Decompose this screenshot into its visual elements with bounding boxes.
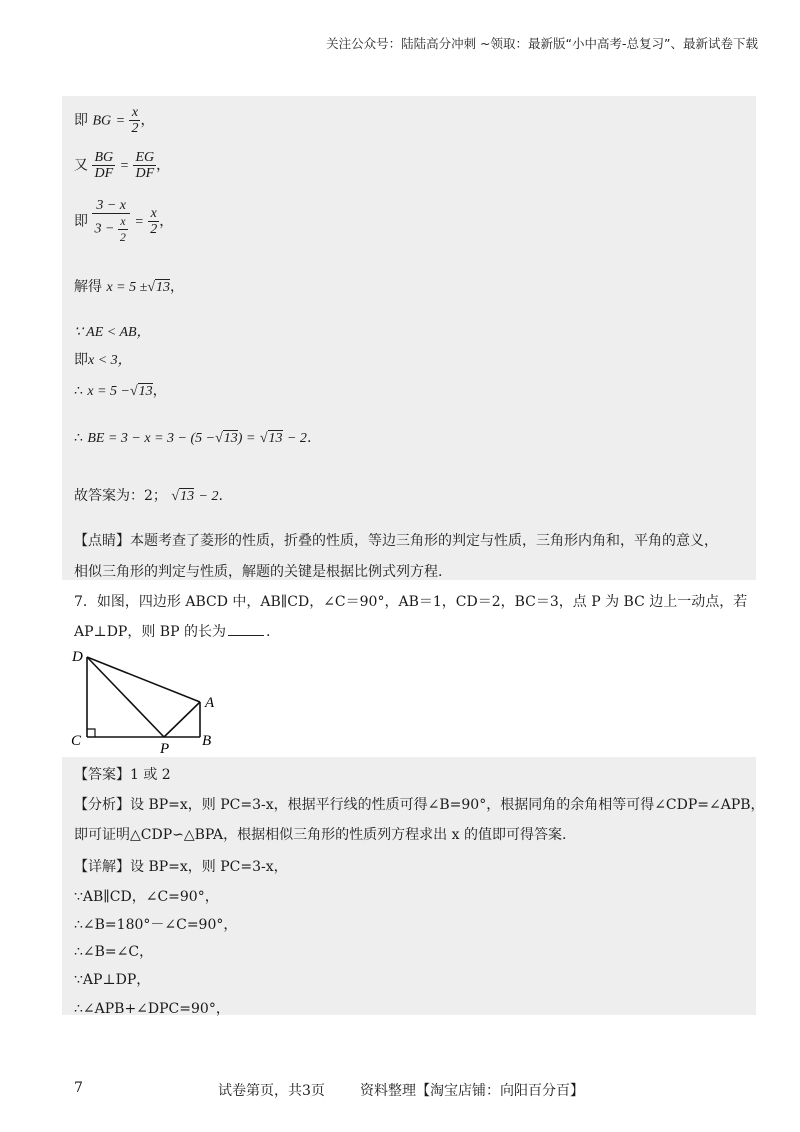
- label-C: C: [71, 733, 82, 749]
- line-prefix: ∴: [74, 430, 83, 446]
- line-prefix: 即: [74, 112, 88, 129]
- segment-PA: [164, 702, 200, 737]
- radicand: 13: [180, 489, 195, 504]
- radicand: 13: [268, 431, 283, 446]
- sqrt-symbol: √: [259, 431, 268, 446]
- label-A: A: [205, 695, 215, 711]
- detail-line-0: 【详解】设 BP=x，则 PC=3-x，: [74, 859, 288, 875]
- fraction: $\frac{x}{2}$: [150, 206, 158, 237]
- page-counter: 试卷第页，共3页: [218, 1083, 325, 1099]
- sqrt-symbol: √: [171, 489, 180, 504]
- fraction: $\frac{BG}{DF}$: [94, 150, 114, 181]
- line-prefix: 即: [74, 213, 88, 230]
- page-number: 7: [74, 1080, 83, 1096]
- detail-line-3: ∴∠B=∠C，: [74, 944, 154, 960]
- detail-line-5: ∴∠APB+∠DPC=90°，: [74, 1001, 230, 1017]
- fraction: $\frac{EG}{DF}$: [135, 150, 155, 181]
- solution-line-9: 故答案为：2； √13 − 2.: [74, 488, 223, 504]
- detail-line-1: ∵AB∥CD，∠C=90°，: [74, 889, 219, 905]
- radicand: 13: [156, 280, 170, 295]
- complex-fraction: 3 − x 3 − $\frac{x}{2}$: [92, 198, 129, 245]
- detail-line-2: ∴∠B=180°－∠C=90°，: [74, 917, 238, 933]
- math-expression: x < 3，: [88, 353, 132, 368]
- label-D: D: [72, 649, 83, 665]
- answer-blank: [228, 635, 264, 636]
- page-header: 关注公众号：陆陆高分冲刺 ~领取：最新版“小中高考-总复习”、最新试卷下载: [326, 36, 758, 51]
- fraction: $\frac{x}{2}$: [119, 214, 126, 244]
- sqrt-symbol: √: [147, 280, 155, 295]
- analysis-line-1: 【分析】设 BP=x，则 PC=3-x，根据平行线的性质可得∠B=90°，根据同角的余角相等可得∠CDP=∠APB，: [74, 797, 765, 813]
- sqrt-symbol: √: [129, 384, 138, 399]
- detail-line-4: ∵AP⊥DP，: [74, 972, 151, 988]
- math-expression: − 2: [198, 489, 219, 504]
- solution-line-6: [74, 349, 132, 369]
- solution-line-3: 即 3 − x 3 − $\frac{x}{2}$ = $\frac{x}{2}$ ，: [74, 198, 174, 244]
- solution-line-1: 即 BG = $\frac{x}{2}$ ，: [74, 105, 155, 136]
- equals-sign: =: [134, 214, 144, 230]
- solution-line-2: 又 $\frac{BG}{DF}$ = $\frac{EG}{DF}$ ，: [74, 150, 171, 181]
- right-angle-marker: [87, 729, 95, 737]
- analysis-line-2: 即可证明△CDP∽△BPA，根据相似三角形的性质列方程求出 x 的值即可得答案.: [74, 827, 567, 843]
- solution-line-7: ∴ x = 5 −√13，: [74, 383, 167, 399]
- dianjing-line-1: 【点睛】本题考查了菱形的性质，折叠的性质，等边三角形的判定与性质，三角形内角和，平角的意义，: [74, 533, 718, 549]
- radicand: 13: [138, 384, 153, 399]
- equals-sign: =: [115, 113, 126, 129]
- math-expression: − 2: [286, 431, 307, 446]
- source-note: 资料整理【淘宝店铺：向阳百分百】: [360, 1083, 584, 1099]
- fraction: $\frac{x}{2}$: [131, 105, 139, 136]
- dianjing-line-2: 相似三角形的判定与性质，解题的关键是根据比例式列方程.: [74, 564, 443, 580]
- math-expression: ) =: [237, 431, 256, 446]
- answer-text: 故答案为：2；: [74, 488, 167, 504]
- solution-line-8: ∴ BE = 3 − x = 3 − (5 −√13) = √13 − 2.: [74, 430, 312, 446]
- line-prefix: 解得: [74, 279, 102, 295]
- segment-DP: [87, 657, 164, 737]
- equals-sign: =: [119, 158, 130, 174]
- question-7-line-2: AP⊥DP，则 BP 的长为 .: [74, 624, 271, 640]
- line-prefix: 又: [74, 157, 88, 174]
- math-expression: BE = 3 − x = 3 − (5 −: [87, 431, 216, 446]
- math-expression: x = 5 −: [87, 384, 130, 399]
- answer-line: 【答案】1 或 2: [74, 767, 171, 783]
- solution-line-5: [74, 321, 151, 341]
- sqrt-symbol: √: [215, 431, 223, 446]
- label-B: B: [202, 733, 212, 749]
- math-term: BG: [92, 113, 112, 129]
- math-expression: x = 5 ±: [106, 280, 148, 295]
- label-P: P: [160, 741, 170, 755]
- segment-DA: [87, 657, 200, 702]
- radicand: 13: [223, 431, 238, 446]
- line-prefix: 即: [74, 352, 88, 368]
- math-expression: ∵ AE < AB，: [74, 325, 151, 340]
- geometry-figure: [66, 645, 226, 755]
- line-prefix: ∴: [74, 383, 83, 399]
- solution-line-4: 解得 x = 5 ±√13，: [74, 279, 184, 295]
- question-7-line-1: 7．如图，四边形 ABCD 中，AB∥CD，∠C＝90°，AB＝1，CD＝2，BC＝3，点 P 为 BC 边上一动点，若: [74, 594, 748, 610]
